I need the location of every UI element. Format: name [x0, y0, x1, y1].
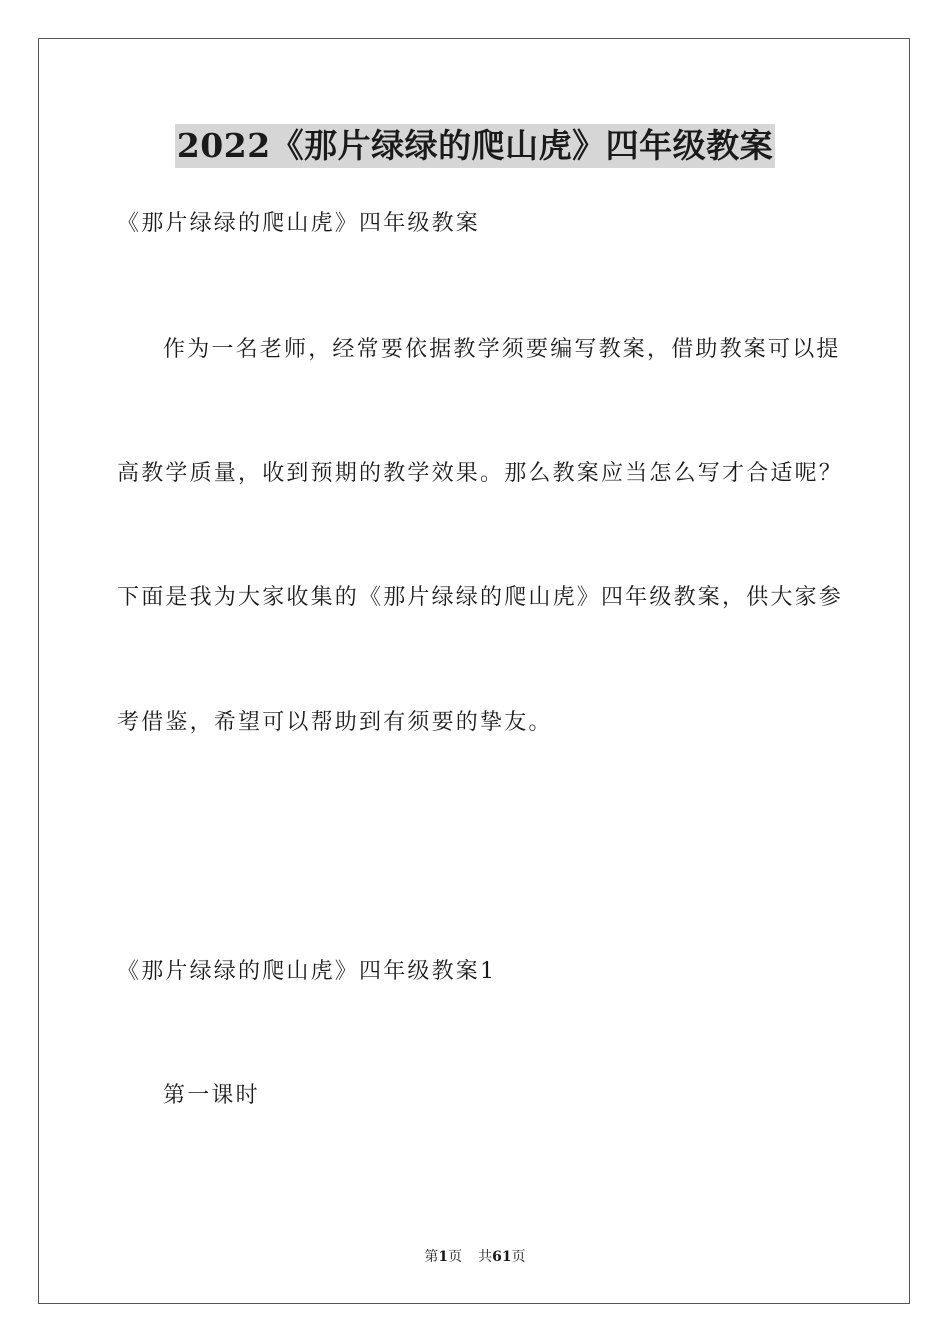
document-title-text: 2022《那片绿绿的爬山虎》四年级教案: [175, 124, 775, 168]
total-prefix: 共: [478, 1249, 493, 1265]
intro-line-2: 高教学质量，收到预期的教学效果。那么教案应当怎么写才合适呢？: [117, 461, 844, 486]
lesson-label: 第一课时: [163, 1083, 260, 1108]
total-pages: 61: [492, 1249, 512, 1265]
page-footer: [0, 1247, 950, 1267]
intro-line-4: 考借鉴，希望可以帮助到有须要的挚友。: [117, 710, 553, 735]
document-subtitle: 《那片绿绿的爬山虎》四年级教案: [117, 211, 481, 236]
page-prefix: 第: [424, 1249, 439, 1265]
document-title: [0, 124, 950, 168]
page-suffix: 页: [448, 1249, 463, 1265]
intro-line-3: 下面是我为大家收集的《那片绿绿的爬山虎》四年级教案，供大家参: [117, 585, 844, 610]
section-heading: 《那片绿绿的爬山虎》四年级教案1: [117, 959, 497, 984]
intro-line-1: 作为一名老师，经常要依据教学须要编写教案，借助教案可以提: [163, 337, 841, 362]
page-number: 1: [438, 1249, 449, 1265]
total-suffix: 页: [511, 1249, 526, 1265]
